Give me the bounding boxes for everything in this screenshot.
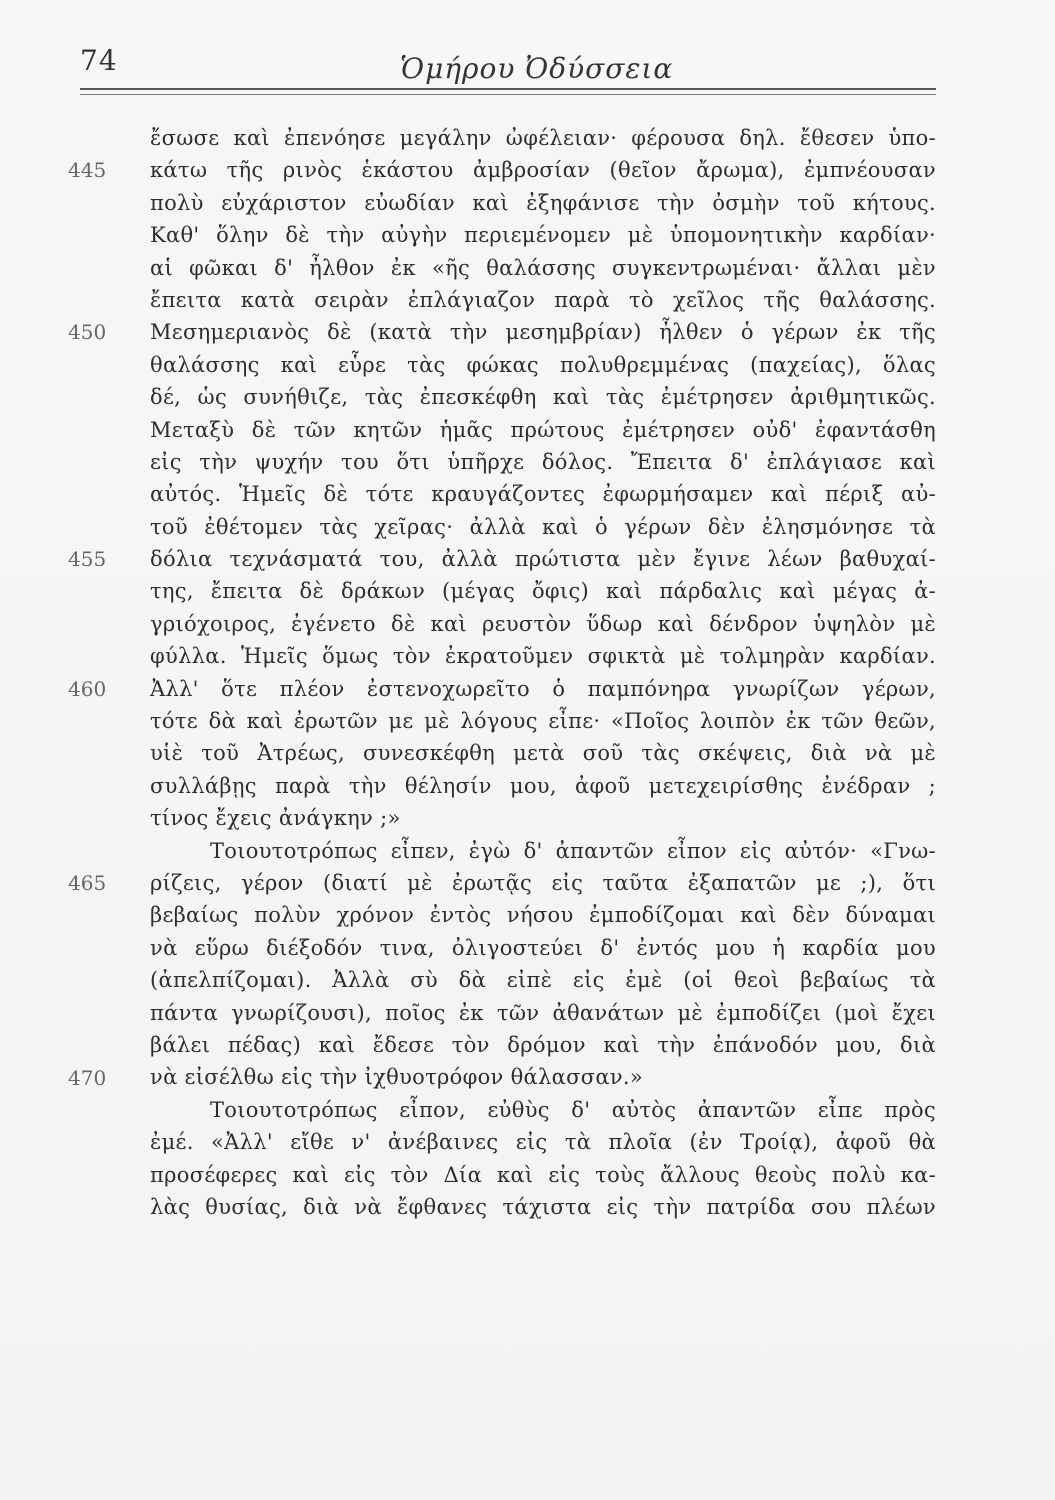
text-line: αὐτός. Ἡμεῖς δὲ τότε κραυγάζοντες ἐφωρμήσαμεν καὶ πέριξ αὐ-: [150, 482, 936, 507]
line-number: 460: [68, 676, 107, 701]
text-line: Τοιουτοτρόπως εἶπον, εὐθὺς δ' αὐτὸς ἀπαντῶν εἶπε πρὸς: [210, 1097, 936, 1122]
text-line: προσέφερες καὶ εἰς τὸν Δία καὶ εἰς τοὺς ἄλλους θεοὺς πολὺ κα-: [150, 1162, 936, 1187]
text-line: ἔσωσε καὶ ἐπενόησε μεγάλην ὠφέλειαν· φέρουσα δηλ. ἔθεσεν ὑπο-: [150, 126, 936, 150]
text-line: ἐμέ. «Ἀλλ' εἴθε ν' ἀνέβαινες εἰς τὰ πλοῖα (ἐν Τροίᾳ), ἀφοῦ θὰ: [150, 1130, 936, 1155]
text-line: Μεσημεριανὸς δὲ (κατὰ τὴν μεσημβρίαν) ἦλθεν ὁ γέρων ἐκ τῆς: [150, 320, 936, 345]
text-line: βάλει πέδας) καὶ ἔδεσε τὸν δρόμον καὶ τὴν ἐπάνοδόν μου, διὰ: [150, 1032, 936, 1057]
line-number: 445: [68, 158, 107, 183]
text-line: νὰ εἰσέλθω εἰς τὴν ἰχθυοτρόφον θάλασσαν.»: [150, 1065, 644, 1090]
text-line: πάντα γνωρίζουσι), ποῖος ἐκ τῶν ἀθανάτων μὲ ἐμποδίζει (μοὶ ἔχει: [150, 1000, 936, 1025]
text-line: ἔπειτα κατὰ σειρὰν ἐπλάγιαζον παρὰ τὸ χεῖλος τῆς θαλάσσης.: [150, 287, 936, 312]
text-line: βεβαίως πολὺν χρόνον ἐντὸς νήσου ἐμποδίζομαι καὶ δὲν δύναμαι: [150, 903, 936, 928]
page-number: 74: [80, 44, 118, 77]
text-body: [150, 122, 936, 1223]
text-line: υἱὲ τοῦ Ἀτρέως, συνεσκέφθη μετὰ σοῦ τὰς σκέψεις, διὰ νὰ μὲ: [150, 741, 936, 766]
text-line: Μεταξὺ δὲ τῶν κητῶν ἡμᾶς πρώτους ἐμέτρησεν οὐδ' ἐφαντάσθη: [150, 417, 936, 442]
text-line: τότε δὰ καὶ ἐρωτῶν με μὲ λόγους εἶπε· «Ποῖος λοιπὸν ἐκ τῶν θεῶν,: [150, 709, 936, 734]
running-title: Ὁμήρου Ὀδύσσεια: [400, 52, 674, 85]
text-line: Ἀλλ' ὅτε πλέον ἐστενοχωρεῖτο ὁ παμπόνηρα γνωρίζων γέρων,: [150, 676, 936, 701]
header-rule: [80, 88, 936, 90]
line-number: 470: [68, 1065, 107, 1090]
text-line: θαλάσσης καὶ εὗρε τὰς φώκας πολυθρεμμένας (παχείας), ὅλας: [150, 352, 936, 377]
text-line: κάτω τῆς ρινὸς ἑκάστου ἀμβροσίαν (θεῖον ἄρωμα), ἐμπνέουσαν: [150, 158, 936, 183]
text-line: τοῦ ἐθέτομεν τὰς χεῖρας· ἀλλὰ καὶ ὁ γέρων δὲν ἐλησμόνησε τὰ: [150, 514, 936, 539]
text-line: εἰς τὴν ψυχήν του ὅτι ὑπῆρχε δόλος. Ἔπειτα δ' ἐπλάγιασε καὶ: [150, 449, 936, 474]
text-line: αἱ φῶκαι δ' ἦλθον ἐκ «ῆς θαλάσσης συγκεντρωμέναι· ἄλλαι μὲν: [150, 255, 936, 280]
header-rule-thin: [80, 94, 936, 95]
text-line: συλλάβῃς παρὰ τὴν θέλησίν μου, ἀφοῦ μετεχειρίσθης ἐνέδραν ;: [150, 773, 936, 798]
text-line: (ἀπελπίζομαι). Ἀλλὰ σὺ δὰ εἰπὲ εἰς ἐμὲ (οἱ θεοὶ βεβαίως τὰ: [150, 968, 936, 993]
text-line: πολὺ εὐχάριστον εὐωδίαν καὶ ἐξηφάνισε τὴν ὀσμὴν τοῦ κήτους.: [150, 190, 936, 215]
text-line: της, ἔπειτα δὲ δράκων (μέγας ὄφις) καὶ πάρδαλις καὶ μέγας ἀ-: [150, 579, 936, 604]
line-number: 465: [68, 871, 107, 896]
text-line: δέ, ὡς συνήθιζε, τὰς ἐπεσκέφθη καὶ τὰς ἐμέτρησεν ἀριθμητικῶς.: [150, 385, 936, 410]
text-line: Τοιουτοτρόπως εἶπεν, ἐγὼ δ' ἀπαντῶν εἶπον εἰς αὐτόν· «Γνω-: [210, 838, 936, 863]
text-line: νὰ εὕρω διέξοδόν τινα, ὀλιγοστεύει δ' ἐντός μου ἡ καρδία μου: [150, 935, 936, 960]
text-line: λὰς θυσίας, διὰ νὰ ἔφθανες τάχιστα εἰς τὴν πατρίδα σου πλέων: [150, 1194, 936, 1219]
text-line: Καθ' ὅλην δὲ τὴν αὐγὴν περιεμένομεν μὲ ὑπομονητικὴν καρδίαν·: [150, 223, 936, 248]
text-line: γριόχοιρος, ἐγένετο δὲ καὶ ρευστὸν ὕδωρ καὶ δένδρον ὑψηλὸν μὲ: [150, 611, 936, 636]
text-line: φύλλα. Ἡμεῖς ὅμως τὸν ἐκρατοῦμεν σφικτὰ μὲ τολμηρὰν καρδίαν.: [150, 644, 936, 669]
text-line: δόλια τεχνάσματά του, ἀλλὰ πρώτιστα μὲν ἔγινε λέων βαθυχαί-: [150, 547, 936, 572]
line-number: 450: [68, 320, 107, 345]
text-line: ρίζεις, γέρον (διατί μὲ ἐρωτᾷς εἰς ταῦτα ἐξαπατῶν με ;), ὅτι: [150, 870, 936, 895]
text-line: τίνος ἔχεις ἀνάγκην ;»: [150, 806, 401, 831]
page-header: [0, 0, 1055, 110]
line-number: 455: [68, 547, 107, 572]
